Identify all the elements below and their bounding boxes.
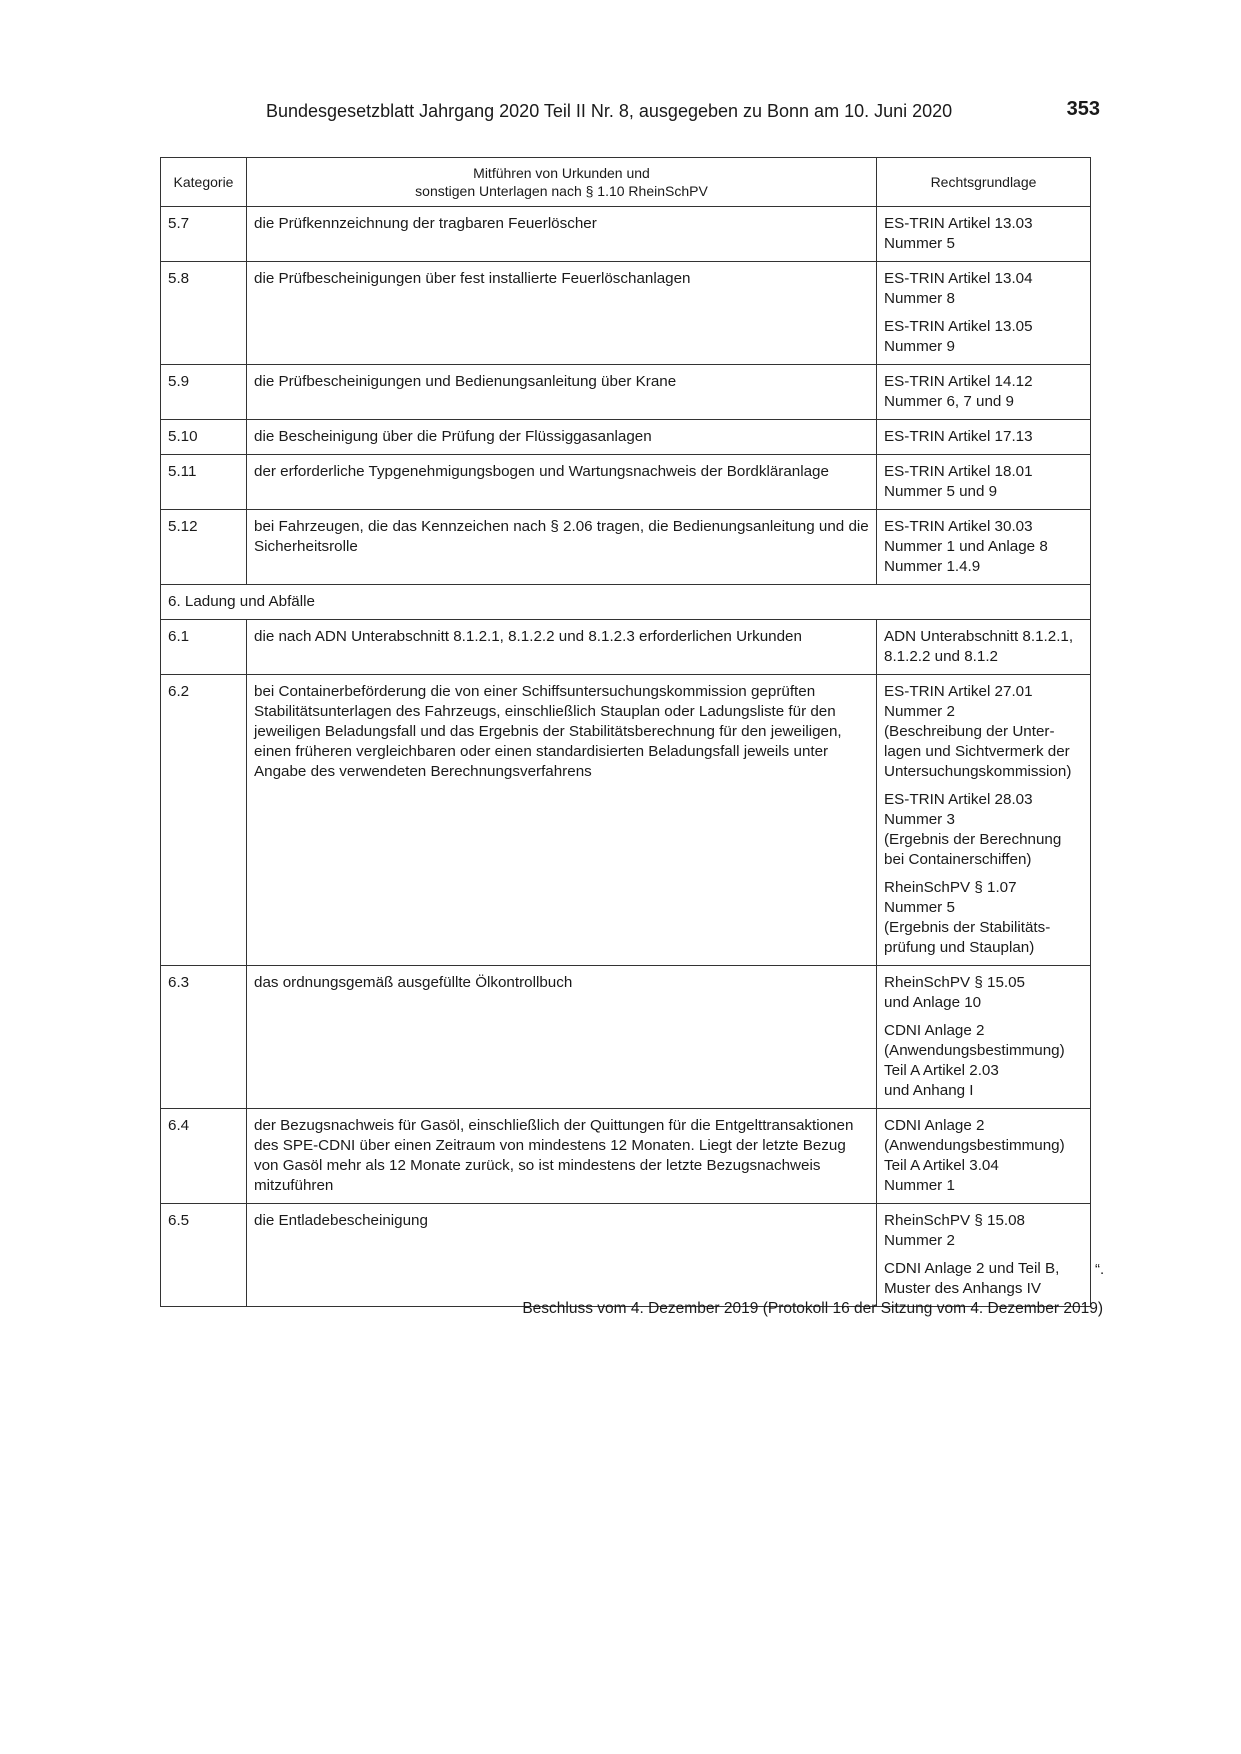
rows-section-5 bbox=[161, 207, 1091, 585]
category-cell: 6.3 bbox=[161, 966, 247, 1109]
description-cell: der Bezugsnachweis für Gasöl, einschließlich der Quittungen für die Entgelttransaktionen des SPE-CDNI über einen Zeitraum von mindestens 12 Monaten. Liegt der letzte Bezug von Gasöl mehr als 12 Monate zurück, so ist mindestens der letzte Bezugsnachweis mitzuführen bbox=[247, 1109, 877, 1204]
section-title: 6. Ladung und Abfälle bbox=[161, 585, 1091, 620]
legal-basis-line: Nummer 5 bbox=[884, 235, 955, 252]
table-row bbox=[161, 207, 1091, 262]
legal-basis-line: Untersuchungskommission) bbox=[884, 763, 1072, 780]
table-row bbox=[161, 1204, 1091, 1307]
description-cell: bei Fahrzeugen, die das Kennzeichen nach § 2.06 tragen, die Bedienungsanleitung und die Sicherheitsrolle bbox=[247, 510, 877, 585]
legal-basis-line: Nummer 6, 7 und 9 bbox=[884, 393, 1014, 410]
description-cell: der erforderliche Typgenehmigungsbogen und Wartungsnachweis der Bordkläranlage bbox=[247, 455, 877, 510]
legal-basis-cell bbox=[877, 365, 1091, 420]
legal-basis-entry bbox=[884, 214, 1084, 254]
legal-basis-line: Nummer 9 bbox=[884, 338, 955, 355]
legal-basis-line: ADN Unterabschnitt 8.1.2.1, bbox=[884, 628, 1074, 645]
rows-section-6 bbox=[161, 620, 1091, 1307]
description-cell: das ordnungsgemäß ausgefüllte Ölkontrollbuch bbox=[247, 966, 877, 1109]
table-row bbox=[161, 262, 1091, 365]
legal-basis-entry bbox=[884, 973, 1084, 1013]
legal-basis-line: ES-TRIN Artikel 18.01 bbox=[884, 463, 1033, 480]
legal-basis-line: RheinSchPV § 15.05 bbox=[884, 974, 1026, 991]
legal-basis-line: ES-TRIN Artikel 28.03 bbox=[884, 791, 1033, 808]
table-row bbox=[161, 966, 1091, 1109]
legal-basis-entry bbox=[884, 1259, 1084, 1299]
header-title: Bundesgesetzblatt Jahrgang 2020 Teil II Nr. 8, ausgegeben zu Bonn am 10. Juni 2020 bbox=[266, 101, 953, 121]
legal-basis-line: Nummer 1.4.9 bbox=[884, 558, 981, 575]
legal-basis-entry bbox=[884, 462, 1084, 502]
legal-basis-line: RheinSchPV § 15.08 bbox=[884, 1212, 1026, 1229]
legal-basis-line: ES-TRIN Artikel 13.03 bbox=[884, 215, 1033, 232]
table-row bbox=[161, 455, 1091, 510]
page-header bbox=[160, 98, 1100, 126]
header-documents-line2: sonstigen Unterlagen nach § 1.10 RheinSchPV bbox=[415, 183, 708, 199]
table-row bbox=[161, 365, 1091, 420]
legal-basis-line: und Anhang I bbox=[884, 1082, 974, 1099]
legal-basis-entry bbox=[884, 372, 1084, 412]
table-row bbox=[161, 1109, 1091, 1204]
category-cell: 6.5 bbox=[161, 1204, 247, 1307]
legal-basis-line: ES-TRIN Artikel 27.01 bbox=[884, 683, 1033, 700]
header-legal-basis: Rechtsgrundlage bbox=[877, 158, 1091, 207]
category-cell: 6.2 bbox=[161, 675, 247, 966]
category-cell: 5.10 bbox=[161, 420, 247, 455]
category-cell: 6.4 bbox=[161, 1109, 247, 1204]
legal-basis-line: Nummer 3 bbox=[884, 811, 955, 828]
legal-basis-entry bbox=[884, 682, 1084, 782]
header-documents-line1: Mitführen von Urkunden und bbox=[473, 165, 650, 181]
legal-basis-cell bbox=[877, 262, 1091, 365]
legal-basis-cell bbox=[877, 455, 1091, 510]
description-cell: die Bescheinigung über die Prüfung der Flüssiggasanlagen bbox=[247, 420, 877, 455]
legal-basis-line: CDNI Anlage 2 bbox=[884, 1022, 985, 1039]
legal-basis-entry bbox=[884, 517, 1084, 577]
legal-basis-line: CDNI Anlage 2 und Teil B, bbox=[884, 1260, 1060, 1277]
table-row bbox=[161, 510, 1091, 585]
legal-basis-line: (Ergebnis der Berechnung bbox=[884, 831, 1062, 848]
legal-basis-entry bbox=[884, 1116, 1084, 1196]
category-cell: 6.1 bbox=[161, 620, 247, 675]
description-cell: die nach ADN Unterabschnitt 8.1.2.1, 8.1.2.2 und 8.1.2.3 erforderlichen Urkunden bbox=[247, 620, 877, 675]
legal-basis-line: (Anwendungsbestimmung) bbox=[884, 1137, 1065, 1154]
documents-table bbox=[160, 157, 1091, 1307]
legal-basis-line: Nummer 8 bbox=[884, 290, 955, 307]
legal-basis-line: bei Containerschiffen) bbox=[884, 851, 1032, 868]
legal-basis-line: CDNI Anlage 2 bbox=[884, 1117, 985, 1134]
legal-basis-line: Muster des Anhangs IV bbox=[884, 1280, 1042, 1297]
table-row bbox=[161, 420, 1091, 455]
legal-basis-line: Teil A Artikel 2.03 bbox=[884, 1062, 999, 1079]
section-row bbox=[161, 585, 1091, 620]
legal-basis-cell bbox=[877, 675, 1091, 966]
legal-basis-line: Nummer 5 und 9 bbox=[884, 483, 998, 500]
header-category: Kategorie bbox=[161, 158, 247, 207]
legal-basis-entry bbox=[884, 269, 1084, 309]
legal-basis-line: (Anwendungsbestimmung) bbox=[884, 1042, 1065, 1059]
description-cell: die Prüfbescheinigungen über fest installierte Feuerlöschanlagen bbox=[247, 262, 877, 365]
legal-basis-line: ES-TRIN Artikel 13.04 bbox=[884, 270, 1033, 287]
legal-basis-line: prüfung und Stauplan) bbox=[884, 939, 1035, 956]
description-cell: die Prüfbescheinigungen und Bedienungsanleitung über Krane bbox=[247, 365, 877, 420]
section-6-header bbox=[161, 585, 1091, 620]
legal-basis-line: RheinSchPV § 1.07 bbox=[884, 879, 1017, 896]
page-number: 353 bbox=[1066, 98, 1100, 120]
header-documents bbox=[247, 158, 877, 207]
description-cell: die Prüfkennzeichnung der tragbaren Feuerlöscher bbox=[247, 207, 877, 262]
legal-basis-line: Nummer 5 bbox=[884, 899, 955, 916]
legal-basis-line: ES-TRIN Artikel 14.12 bbox=[884, 373, 1033, 390]
legal-basis-line: Nummer 2 bbox=[884, 703, 955, 720]
table-header-row bbox=[161, 158, 1091, 207]
legal-basis-cell bbox=[877, 1204, 1091, 1307]
legal-basis-cell bbox=[877, 207, 1091, 262]
legal-basis-cell bbox=[877, 966, 1091, 1109]
legal-basis-line: ES-TRIN Artikel 17.13 bbox=[884, 428, 1033, 445]
legal-basis-cell bbox=[877, 510, 1091, 585]
category-cell: 5.9 bbox=[161, 365, 247, 420]
legal-basis-line: (Ergebnis der Stabilitäts- bbox=[884, 919, 1051, 936]
legal-basis-entry bbox=[884, 317, 1084, 357]
legal-basis-line: (Beschreibung der Unter- bbox=[884, 723, 1055, 740]
category-cell: 5.7 bbox=[161, 207, 247, 262]
legal-basis-line: ES-TRIN Artikel 30.03 bbox=[884, 518, 1033, 535]
legal-basis-entry bbox=[884, 427, 1084, 447]
legal-basis-cell bbox=[877, 420, 1091, 455]
legal-basis-line: Nummer 1 bbox=[884, 1177, 955, 1194]
resolution-note: Beschluss vom 4. Dezember 2019 (Protokoll 16 der Sitzung vom 4. Dezember 2019) bbox=[522, 1300, 1103, 1317]
description-cell: bei Containerbeförderung die von einer Schiffsuntersuchungskommission geprüften Stabilitätsunterlagen des Fahrzeugs, einschließlich Stauplan oder Ladungsliste für den jeweiligen Beladungsfall und das Ergebnis der Stabilitätsberechnung für den jeweiligen, einen früheren vergleichbaren oder einen standardisierten Beladungsfall jeweils unter Angabe des verwendeten Berechnungsverfahrens bbox=[247, 675, 877, 966]
legal-basis-entry bbox=[884, 627, 1084, 667]
legal-basis-line: und Anlage 10 bbox=[884, 994, 982, 1011]
legal-basis-line: 8.1.2.2 und 8.1.2 bbox=[884, 648, 999, 665]
legal-basis-cell bbox=[877, 620, 1091, 675]
legal-basis-entry bbox=[884, 1211, 1084, 1251]
category-cell: 5.12 bbox=[161, 510, 247, 585]
table-row bbox=[161, 675, 1091, 966]
legal-basis-line: Teil A Artikel 3.04 bbox=[884, 1157, 999, 1174]
legal-basis-line: Nummer 2 bbox=[884, 1232, 955, 1249]
closing-quote: “. bbox=[1095, 1261, 1105, 1278]
legal-basis-entry bbox=[884, 1021, 1084, 1101]
category-cell: 5.8 bbox=[161, 262, 247, 365]
legal-basis-line: ES-TRIN Artikel 13.05 bbox=[884, 318, 1033, 335]
legal-basis-cell bbox=[877, 1109, 1091, 1204]
legal-basis-entry bbox=[884, 878, 1084, 958]
category-cell: 5.11 bbox=[161, 455, 247, 510]
legal-basis-line: lagen und Sichtvermerk der bbox=[884, 743, 1070, 760]
legal-basis-entry bbox=[884, 790, 1084, 870]
table-row bbox=[161, 620, 1091, 675]
legal-basis-line: Nummer 1 und Anlage 8 bbox=[884, 538, 1048, 555]
description-cell: die Entladebescheinigung bbox=[247, 1204, 877, 1307]
